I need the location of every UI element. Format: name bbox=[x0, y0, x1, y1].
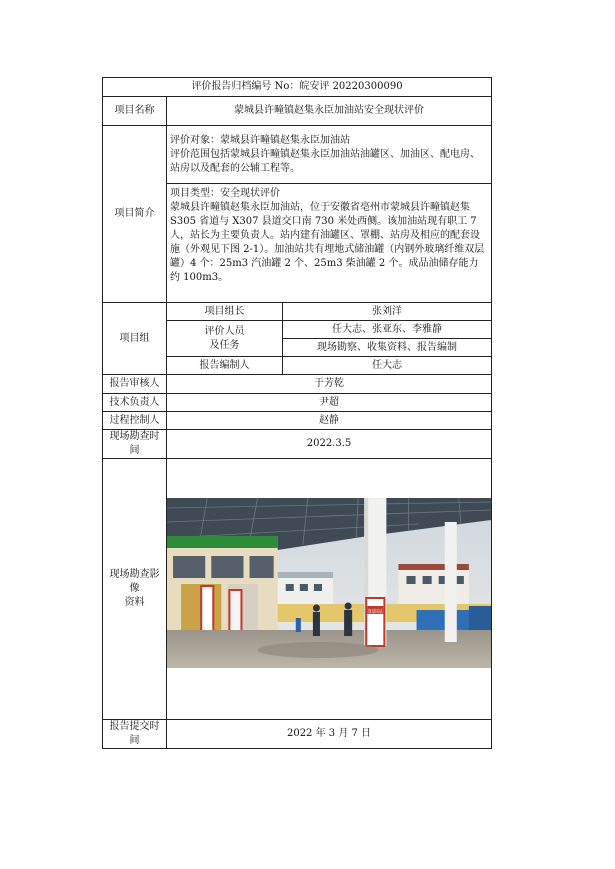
leader-value: 张刘洋 bbox=[283, 303, 492, 321]
survey-time-value: 2022.3.5 bbox=[167, 430, 492, 459]
tasks-value: 现场勘察、收集资料、报告编制 bbox=[283, 339, 492, 357]
editor-value: 任大志 bbox=[283, 357, 492, 375]
evaluation-object: 评价对象：蒙城县许疃镇赵集永臣加油站 bbox=[170, 135, 350, 146]
members-value: 任大志、张亚东、李雅静 bbox=[283, 321, 492, 339]
evaluation-scope: 评价范围包括蒙城县许疃镇赵集永臣加油站油罐区、加油区、配电房、站房以及配套的公辅工程等。 bbox=[170, 149, 480, 174]
reviewer-label: 报告审核人 bbox=[103, 375, 167, 394]
submit-time-value: 2022 年 3 月 7 日 bbox=[167, 720, 492, 749]
tech-lead-label: 技术负责人 bbox=[103, 394, 167, 412]
survey-time-label: 现场勘查时间 bbox=[103, 430, 167, 459]
archive-number: 评价报告归档编号 No：皖安评 20220300090 bbox=[103, 78, 492, 97]
project-intro-scope bbox=[167, 126, 492, 184]
pump-sign-text: 加油站 bbox=[367, 609, 383, 615]
survey-photo-cell bbox=[167, 459, 492, 720]
project-name-label: 项目名称 bbox=[103, 97, 167, 126]
team-label: 项目组 bbox=[103, 303, 167, 375]
reviewer-value: 于芳乾 bbox=[167, 375, 492, 394]
editor-label: 报告编制人 bbox=[167, 357, 283, 375]
process-control-value: 赵静 bbox=[167, 412, 492, 430]
project-type: 项目类型：安全现状评价 bbox=[170, 188, 280, 199]
survey-photo-label: 现场勘查影像 资料 bbox=[103, 459, 167, 720]
project-description: 蒙城县许疃镇赵集永臣加油站，位于安徽省亳州市蒙城县许疃镇赵集 S305 省道与 X307 县道交口南 730 米处西侧。该加油站现有职工 7 人，站长为主要负责人。站内建有油罐区、罩棚、站房及相应的配套设施（外观见下图 2-1）。加油站共有埋地式储油罐（内钢外玻璃纤维双层罐）4 个：25m3 汽油罐 2 个、25m3 柴油罐 2 个。成品油储存能力约 100m3。 bbox=[170, 202, 485, 283]
project-intro-label: 项目简介 bbox=[103, 126, 167, 303]
evaluation-form-table bbox=[102, 77, 492, 749]
tech-lead-value: 尹超 bbox=[167, 394, 492, 412]
gas-station-photo bbox=[167, 498, 491, 668]
process-control-label: 过程控制人 bbox=[103, 412, 167, 430]
project-name-value: 蒙城县许疃镇赵集永臣加油站安全现状评价 bbox=[167, 97, 492, 126]
project-intro-description bbox=[167, 184, 492, 303]
submit-time-label: 报告提交时间 bbox=[103, 720, 167, 749]
members-label: 评价人员 及任务 bbox=[167, 321, 283, 357]
gas-station-photo-image bbox=[167, 498, 491, 668]
leader-label: 项目组长 bbox=[167, 303, 283, 321]
